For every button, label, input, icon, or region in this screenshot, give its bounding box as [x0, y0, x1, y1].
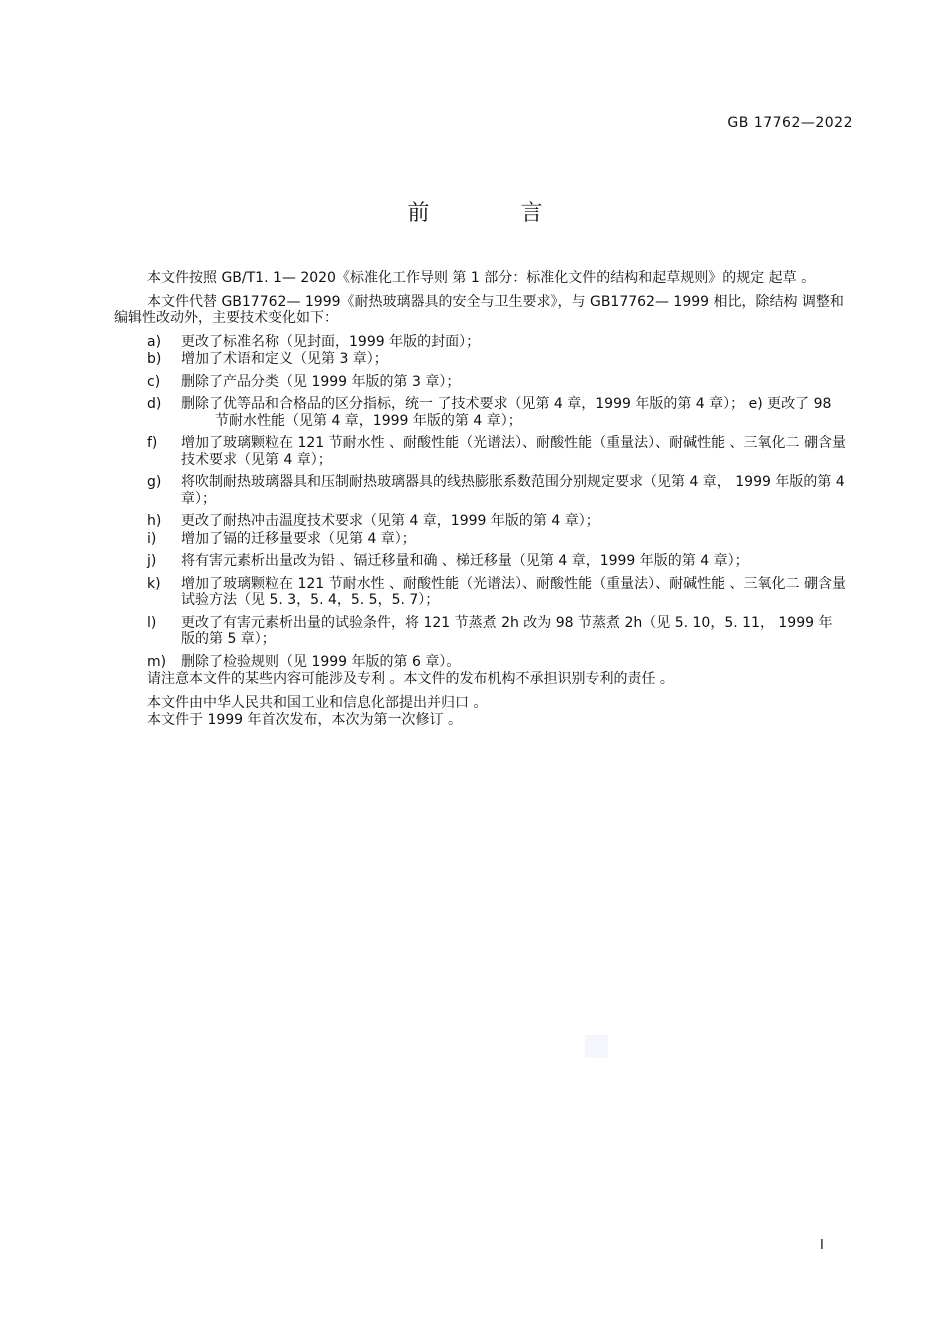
- patent-notice: 请注意本文件的某些内容可能涉及专利 。本文件的发布机构不承担识别专利的责任 。: [147, 671, 674, 687]
- list-marker: d): [147, 396, 162, 412]
- list-marker: j): [147, 553, 157, 569]
- list-text: 增加了玻璃颗粒在 121 节耐水性 、耐酸性能（光谱法）、耐酸性能（重量法）、耐碱性能 、三氧化二 硼含量技术要求（见第 4 章）；: [181, 435, 846, 468]
- list-item: [147, 474, 846, 507]
- list-marker: l): [147, 614, 157, 631]
- list-item: [147, 435, 846, 468]
- page-title: 前 言: [407, 201, 585, 226]
- list-item: [147, 553, 846, 570]
- list-item: [147, 531, 846, 548]
- list-marker: m): [147, 653, 167, 670]
- list-item: [147, 374, 846, 391]
- list-text: 增加了术语和定义（见第 3 章）；: [181, 351, 388, 367]
- list-marker: h): [147, 513, 162, 529]
- list-marker: c): [147, 373, 161, 390]
- intro-paragraph: 本文件按照 GB/T1. 1— 2020《标准化工作导则 第 1 部分：标准化文件的结构和起草规则》的规定 起草 。: [147, 270, 816, 286]
- standard-number: GB 17762—2022: [727, 115, 853, 131]
- list-text: 更改了标准名称（见封面，1999 年版的封面）；: [181, 333, 481, 350]
- list-marker: i): [147, 530, 157, 547]
- list-marker: a): [147, 333, 162, 350]
- list-item: [147, 396, 846, 429]
- list-text: 更改了有害元素析出量的试验条件，将 121 节蒸煮 2h 改为 98 节蒸煮 2h（见 5. 10，5. 11， 1999 年版的第 5 章）；: [181, 614, 833, 647]
- list-text: 删除了检验规则（见 1999 年版的第 6 章）。: [181, 653, 461, 670]
- replacement-paragraph: 本文件代替 GB17762— 1999《耐热玻璃器具的安全与卫生要求》，与 GB17762— 1999 相比，除结构 调整和编辑性改动外，主要技术变化如下：: [114, 293, 844, 326]
- list-text: 增加了玻璃颗粒在 121 节耐水性 、耐酸性能（光谱法）、耐酸性能（重量法）、耐碱性能 、三氧化二 硼含量试验方法（见 5. 3，5. 4，5. 5，5. 7）；: [181, 575, 846, 608]
- list-text: 增加了镉的迁移量要求（见第 4 章）；: [181, 530, 416, 547]
- list-marker: g): [147, 474, 162, 490]
- publication-history: 本文件于 1999 年首次发布，本次为第一次修订 。: [147, 712, 462, 728]
- list-text: 删除了产品分类（见 1999 年版的第 3 章）；: [181, 373, 461, 390]
- list-text: 更改了耐热冲击温度技术要求（见第 4 章，1999 年版的第 4 章）；: [181, 513, 600, 529]
- list-text: 将吹制耐热玻璃器具和压制耐热玻璃器具的线热膨胀系数范围分别规定要求（见第 4 章， 1999 年版的第 4 章）；: [181, 474, 845, 507]
- list-marker: f): [147, 435, 158, 451]
- list-item: [147, 351, 846, 368]
- list-marker: k): [147, 575, 161, 592]
- list-item: [147, 513, 846, 530]
- list-item: [147, 654, 846, 671]
- list-text: 将有害元素析出量改为铅 、镉迁移量和确 、梯迁移量（见第 4 章，1999 年版的第 4 章）；: [181, 553, 749, 569]
- proposer-statement: 本文件由中华人民共和国工业和信息化部提出并归口 。: [147, 694, 488, 711]
- scan-artifact: [585, 1035, 608, 1058]
- list-item: [147, 576, 846, 609]
- list-item: [147, 615, 846, 648]
- page-number: I: [820, 1238, 824, 1253]
- list-item: [147, 334, 846, 351]
- list-marker: b): [147, 351, 162, 367]
- list-text: 删除了优等品和合格品的区分指标，统一 了技术要求（见第 4 章，1999 年版的第 4 章）； e) 更改了 98 节耐水性能（见第 4 章，1999 年版的第 4 章）；: [181, 396, 832, 429]
- foreword-body: [114, 270, 846, 736]
